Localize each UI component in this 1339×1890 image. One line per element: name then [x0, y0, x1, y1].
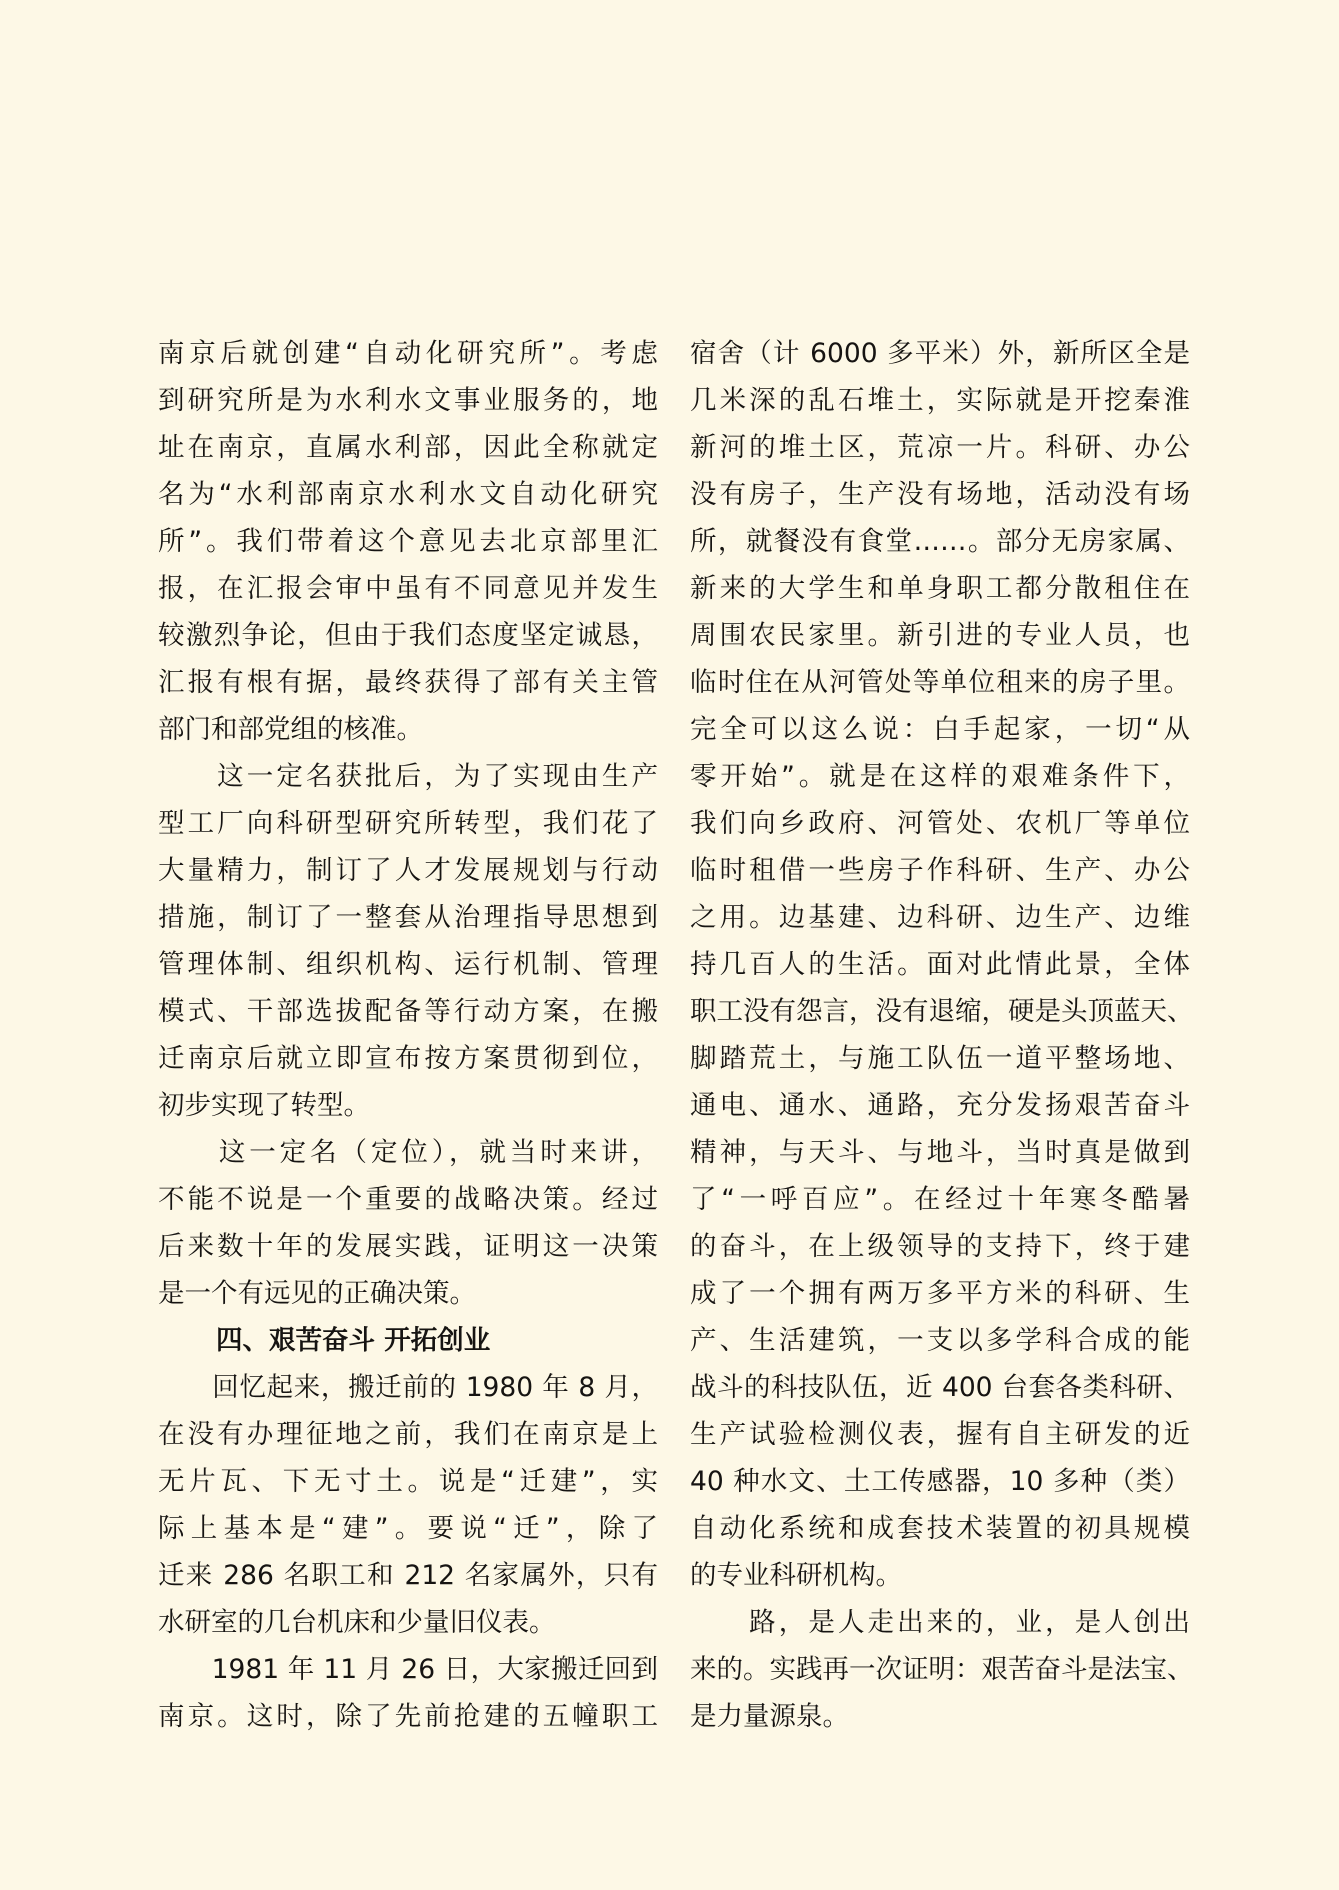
- text-line: 零开始”。就是在这样的艰难条件下，: [690, 761, 1190, 792]
- text-line: 后来数十年的发展实践，证明这一决策: [158, 1231, 658, 1262]
- text-line: 通电、通水、通路，充分发扬艰苦奋斗: [690, 1090, 1190, 1121]
- text-line: 迁来 286 名职工和 212 名家属外，只有: [158, 1560, 658, 1591]
- text-line: 南京后就创建“自动化研究所”。考虑: [158, 338, 658, 369]
- text-line: 大量精力，制订了人才发展规划与行动: [158, 855, 658, 886]
- text-line: 临时租借一些房子作科研、生产、办公: [690, 855, 1190, 886]
- text-line: 管理体制、组织机构、运行机制、管理: [158, 949, 658, 980]
- text-line: 报，在汇报会审中虽有不同意见并发生: [158, 573, 658, 604]
- text-line: 在没有办理征地之前，我们在南京是上: [158, 1419, 658, 1450]
- text-line: 无片瓦、下无寸土。说是“迁建”，实: [158, 1466, 658, 1497]
- text-line: 成了一个拥有两万多平方米的科研、生: [690, 1278, 1190, 1309]
- text-line: 措施，制订了一整套从治理指导思想到: [158, 902, 658, 933]
- text-line: 了“一呼百应”。在经过十年寒冬酷暑: [690, 1184, 1190, 1215]
- text-line: 水研室的几台机床和少量旧仪表。: [158, 1607, 556, 1638]
- text-line: 来的。实践再一次证明：艰苦奋斗是法宝、: [690, 1654, 1194, 1685]
- text-line: 周围农民家里。新引进的专业人员，也: [690, 620, 1190, 651]
- text-line: 名为“水利部南京水利水文自动化研究: [158, 479, 658, 510]
- text-line: 汇报有根有据，最终获得了部有关主管: [158, 667, 658, 698]
- text-line: 南京。这时，除了先前抢建的五幢职工: [158, 1701, 658, 1732]
- text-line: 这一定名获批后，为了实现由生产: [158, 761, 658, 792]
- text-line: 几米深的乱石堆土，实际就是开挖秦淮: [690, 385, 1190, 416]
- text-line: 持几百人的生活。面对此情此景，全体: [690, 949, 1190, 980]
- text-line: 脚踏荒土，与施工队伍一道平整场地、: [690, 1043, 1190, 1074]
- text-line: 产、生活建筑，一支以多学科合成的能: [690, 1325, 1190, 1356]
- text-line: 1981 年 11 月 26 日，大家搬迁回到: [158, 1654, 658, 1685]
- left-text-column: [158, 330, 658, 1740]
- text-line: 新来的大学生和单身职工都分散租住在: [690, 573, 1190, 604]
- text-line: 型工厂向科研型研究所转型，我们花了: [158, 808, 658, 839]
- text-line: 精神，与天斗、与地斗，当时真是做到: [690, 1137, 1190, 1168]
- text-line: 初步实现了转型。: [158, 1090, 370, 1121]
- text-line: 际上基本是“建”。要说“迁”，除了: [158, 1513, 658, 1544]
- text-line: 职工没有怨言，没有退缩，硬是头顶蓝天、: [690, 996, 1194, 1027]
- text-line: 完全可以这么说：白手起家，一切“从: [690, 714, 1190, 745]
- text-line: 不能不说是一个重要的战略决策。经过: [158, 1184, 658, 1215]
- right-text-column: [690, 330, 1194, 1740]
- text-line: 的专业科研机构。: [690, 1560, 902, 1591]
- text-line: 到研究所是为水利水文事业服务的，地: [158, 385, 658, 416]
- text-line: 宿舍（计 6000 多平米）外，新所区全是: [690, 338, 1190, 369]
- text-line: 新河的堆土区，荒凉一片。科研、办公: [690, 432, 1190, 463]
- text-line: 部门和部党组的核准。: [158, 714, 423, 745]
- section-heading: 四、艰苦奋斗 开拓创业: [216, 1325, 491, 1356]
- text-line: 没有房子，生产没有场地，活动没有场: [690, 479, 1190, 510]
- text-line: 址在南京，直属水利部，因此全称就定: [158, 432, 658, 463]
- text-line: 之用。边基建、边科研、边生产、边维: [690, 902, 1190, 933]
- text-line: 战斗的科技队伍，近 400 台套各类科研、: [690, 1372, 1190, 1403]
- text-line: 模式、干部选拔配备等行动方案，在搬: [158, 996, 658, 1027]
- text-line: 这一定名（定位），就当时来讲，: [158, 1137, 658, 1168]
- text-line: 路，是人走出来的，业，是人创出: [690, 1607, 1190, 1638]
- text-line: 所，就餐没有食堂……。部分无房家属、: [690, 526, 1190, 557]
- text-line: 临时住在从河管处等单位租来的房子里。: [690, 667, 1190, 698]
- text-line: 迁南京后就立即宣布按方案贯彻到位，: [158, 1043, 658, 1074]
- text-line: 所”。我们带着这个意见去北京部里汇: [158, 526, 658, 557]
- text-line: 生产试验检测仪表，握有自主研发的近: [690, 1419, 1190, 1450]
- text-line: 自动化系统和成套技术装置的初具规模: [690, 1513, 1190, 1544]
- text-line: 的奋斗，在上级领导的支持下，终于建: [690, 1231, 1190, 1262]
- text-line: 40 种水文、土工传感器，10 多种（类）: [690, 1466, 1190, 1497]
- text-line: 较激烈争论，但由于我们态度坚定诚恳，: [158, 620, 658, 651]
- text-line: 回忆起来，搬迁前的 1980 年 8 月，: [158, 1372, 658, 1403]
- text-line: 是力量源泉。: [690, 1701, 849, 1732]
- text-line: 我们向乡政府、河管处、农机厂等单位: [690, 808, 1190, 839]
- text-line: 是一个有远见的正确决策。: [158, 1278, 476, 1309]
